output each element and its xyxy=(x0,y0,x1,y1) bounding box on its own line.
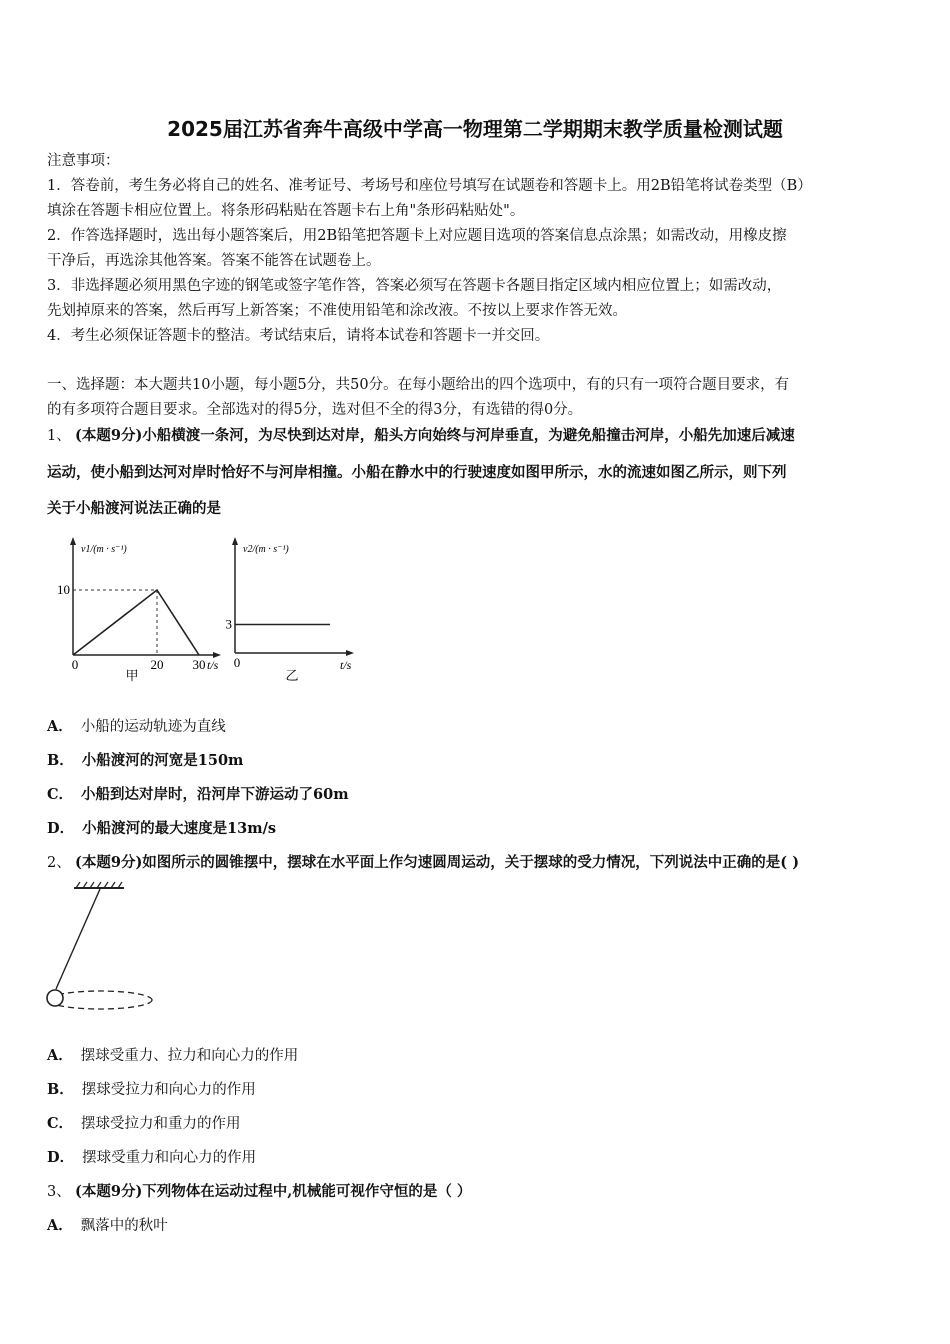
option-text: 摆球受重力和向心力的作用 xyxy=(82,1150,257,1166)
question-3-line xyxy=(47,1182,912,1202)
notice-line: 4．考生必须保证答题卡的整洁。考试结束后，请将本试卷和答题卡一并交回。 xyxy=(47,328,550,344)
q2-option-a[interactable] xyxy=(47,1046,298,1066)
option-label: A． xyxy=(47,718,73,735)
question-1-line xyxy=(47,426,912,446)
q1-option-c[interactable] xyxy=(47,785,349,805)
q2-option-c[interactable] xyxy=(47,1114,241,1134)
question-text: (本题9分)小船横渡一条河，为尽快到达对岸，船头方向始终与河岸垂直，为避免船撞击河岸，小船先加速后减速 xyxy=(75,427,795,444)
option-label: C． xyxy=(47,1115,74,1132)
option-text: 小船渡河的最大速度是13m/s xyxy=(82,820,277,837)
x-tick-label: 0 xyxy=(71,657,79,672)
series-line xyxy=(73,590,199,655)
x-tick-label: 0 xyxy=(233,655,241,670)
chart-title: 乙 xyxy=(285,668,299,683)
notice-heading: 注意事项： xyxy=(47,153,120,169)
y-axis-arrow xyxy=(232,537,238,545)
y-axis-label: v1/(m · s⁻¹) xyxy=(81,544,127,555)
option-text: 小船到达对岸时，沿河岸下游运动了60m xyxy=(81,786,349,803)
option-text: 小船的运动轨迹为直线 xyxy=(80,719,226,735)
notice-line: 2．作答选择题时，选出每小题答案后，用2B铅笔把答题卡上对应题目选项的答案信息点涂黑；如需改动，用橡皮擦 xyxy=(47,228,787,244)
question-number: 3、 xyxy=(47,1184,71,1200)
option-label: C． xyxy=(47,786,74,803)
q1-option-b[interactable] xyxy=(47,751,243,771)
option-text: 摆球受重力、拉力和向心力的作用 xyxy=(80,1048,299,1064)
option-label: D． xyxy=(47,1149,75,1166)
q1-option-a[interactable] xyxy=(47,717,226,737)
x-tick-label: 30 xyxy=(192,657,206,672)
option-text: 飘落中的秋叶 xyxy=(80,1218,168,1234)
page-title: 2025届江苏省奔牛高级中学高一物理第二学期期末教学质量检测试题 xyxy=(167,117,783,141)
option-label: A． xyxy=(47,1217,73,1234)
question-text: (本题9分)下列物体在运动过程中,机械能可视作守恒的是（ ） xyxy=(75,1183,472,1200)
option-label: B． xyxy=(47,1081,74,1098)
option-label: B． xyxy=(47,752,74,769)
chart-jia xyxy=(45,535,230,690)
q2-option-d[interactable] xyxy=(47,1148,256,1168)
y-tick-label: 10 xyxy=(57,582,70,597)
option-label: D． xyxy=(47,820,75,837)
question-text: (本题9分)如图所示的圆锥摆中，摆球在水平面上作匀速圆周运动，关于摆球的受力情况，下列说法中正确的是( ) xyxy=(75,854,800,871)
y-axis-label: v2/(m · s⁻¹) xyxy=(243,544,289,555)
question-number: 2、 xyxy=(47,855,71,871)
option-text: 摆球受拉力和重力的作用 xyxy=(81,1116,241,1132)
chart-yi xyxy=(222,535,367,690)
option-label: A． xyxy=(47,1047,73,1064)
notice-line: 先划掉原来的答案，然后再写上新答案；不准使用铅笔和涂改液。不按以上要求作答无效。 xyxy=(47,303,627,319)
x-axis-arrow xyxy=(346,650,354,656)
q3-option-a[interactable] xyxy=(47,1216,168,1236)
notice-line: 3．非选择题必须用黑色字迹的钢笔或签字笔作答，答案必须写在答题卡各题目指定区域内相应位置上；如需改动， xyxy=(47,278,782,294)
circular-path xyxy=(48,991,152,1009)
notice-line: 干净后，再选涂其他答案。答案不能答在试题卷上。 xyxy=(47,253,381,269)
section-line: 一、选择题：本大题共10小题，每小题5分，共50分。在每小题给出的四个选项中，有的只有一项符合题目要求，有 xyxy=(47,377,790,393)
question-1-line: 关于小船渡河说法正确的是 xyxy=(47,500,221,517)
q1-option-d[interactable] xyxy=(47,819,276,839)
pendulum-ball xyxy=(47,990,63,1006)
notice-line: 1．答卷前，考生务必将自己的姓名、准考证号、考场号和座位号填写在试题卷和答题卡上。用2B铅笔将试卷类型（B） xyxy=(47,178,812,194)
option-text: 摆球受拉力和向心力的作用 xyxy=(81,1082,256,1098)
question-2-line xyxy=(47,853,912,873)
notice-line: 填涂在答题卡相应位置上。将条形码粘贴在答题卡右上角"条形码粘贴处"。 xyxy=(47,203,525,219)
q2-option-b[interactable] xyxy=(47,1080,256,1100)
option-text: 小船渡河的河宽是150m xyxy=(81,752,244,769)
x-tick-label: 20 xyxy=(150,657,164,672)
conical-pendulum-figure xyxy=(40,880,160,1015)
question-1-line: 运动，使小船到达河对岸时恰好不与河岸相撞。小船在静水中的行驶速度如图甲所示，水的流速如图乙所示，则下列 xyxy=(47,464,787,481)
x-axis-label: t/s xyxy=(207,658,219,672)
chart-title: 甲 xyxy=(125,668,139,683)
y-axis-arrow xyxy=(70,537,76,545)
x-axis-label: t/s xyxy=(340,658,352,672)
pendulum-string xyxy=(56,889,100,989)
y-tick-label: 3 xyxy=(225,616,232,632)
question-number: 1、 xyxy=(47,428,71,444)
section-line: 的有多项符合题目要求。全部选对的得5分，选对但不全的得3分，有选错的得0分。 xyxy=(47,402,583,418)
